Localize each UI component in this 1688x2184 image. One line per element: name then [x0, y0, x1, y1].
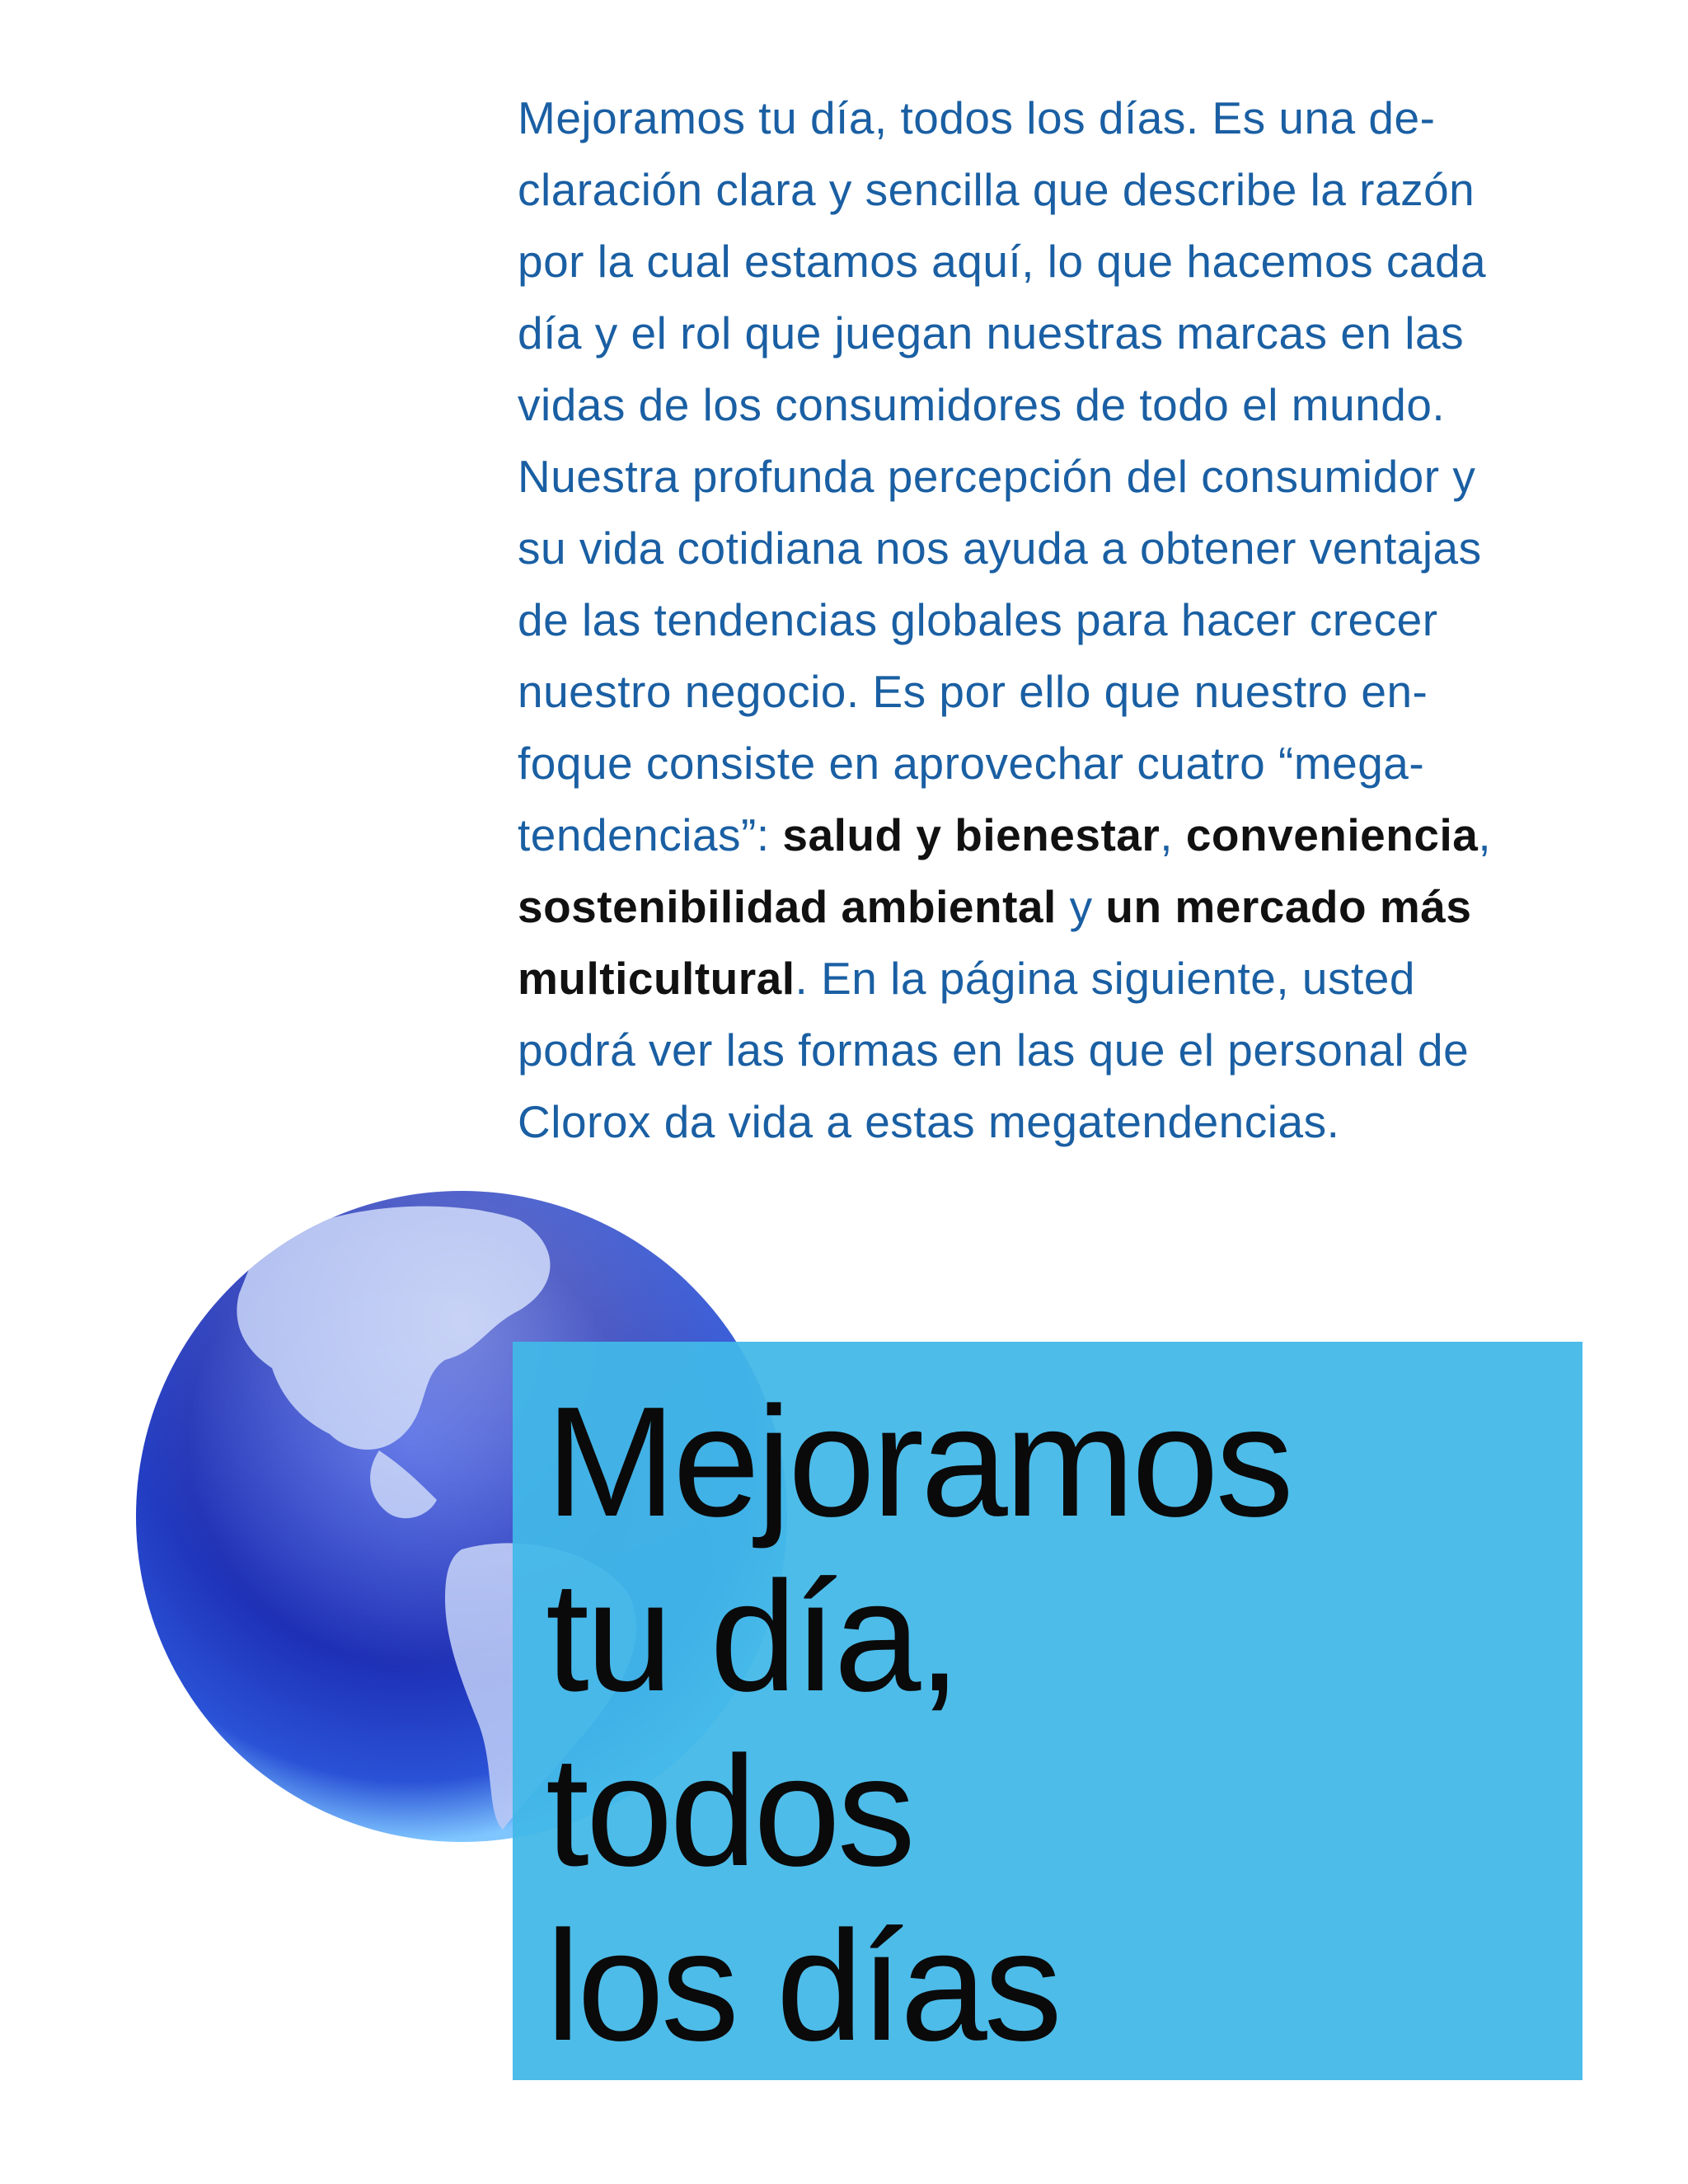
intro-line: por la cual estamos aquí, lo que hacemos cada — [518, 236, 1487, 287]
headline-line: tu día, — [546, 1549, 959, 1724]
intro-line: Clorox da vida a estas megatendencias. — [518, 1096, 1340, 1147]
intro-line: foque consiste en aprovechar cuatro “mega- — [518, 738, 1425, 789]
headline-line: Mejoramos — [546, 1375, 1291, 1549]
intro-line: Nuestra profunda percepción del consumidor y — [518, 451, 1476, 502]
intro-line: vidas de los consumidores de todo el mundo. — [518, 379, 1446, 430]
intro-line — [518, 943, 1589, 1015]
headline-line: todos — [546, 1724, 912, 1899]
intro-text-segment: y — [1056, 881, 1106, 932]
intro-line: Mejoramos tu día, todos los días. Es una de- — [518, 92, 1436, 143]
megatrend-multicultural-part2: multicultural — [518, 953, 795, 1004]
headline — [546, 1375, 1291, 2074]
intro-line: podrá ver las formas en las que el personal de — [518, 1024, 1470, 1076]
intro-text-segment: , — [1160, 809, 1186, 860]
megatrend-health: salud y bienestar — [782, 809, 1160, 860]
intro-line: nuestro negocio. Es por ello que nuestro en- — [518, 666, 1428, 717]
megatrend-multicultural-part1: un mercado más — [1105, 881, 1472, 932]
headline-line: los días — [546, 1899, 1059, 2074]
intro-line: día y el rol que juegan nuestras marcas en las — [518, 307, 1465, 359]
intro-paragraph — [518, 82, 1589, 1158]
megatrend-convenience: conveniencia — [1185, 809, 1479, 860]
intro-line — [518, 799, 1589, 871]
megatrend-sustainability: sostenibilidad ambiental — [518, 881, 1057, 932]
intro-text-segment: , — [1478, 809, 1492, 860]
intro-line — [518, 871, 1589, 943]
intro-text-segment: tendencias”: — [518, 809, 783, 860]
intro-line: claración clara y sencilla que describe la razón — [518, 164, 1475, 215]
intro-text-segment: . En la página siguiente, usted — [795, 953, 1415, 1004]
headline-box — [513, 1342, 1582, 2080]
intro-line: de las tendencias globales para hacer crecer — [518, 594, 1438, 645]
intro-line: su vida cotidiana nos ayuda a obtener ventajas — [518, 523, 1482, 574]
